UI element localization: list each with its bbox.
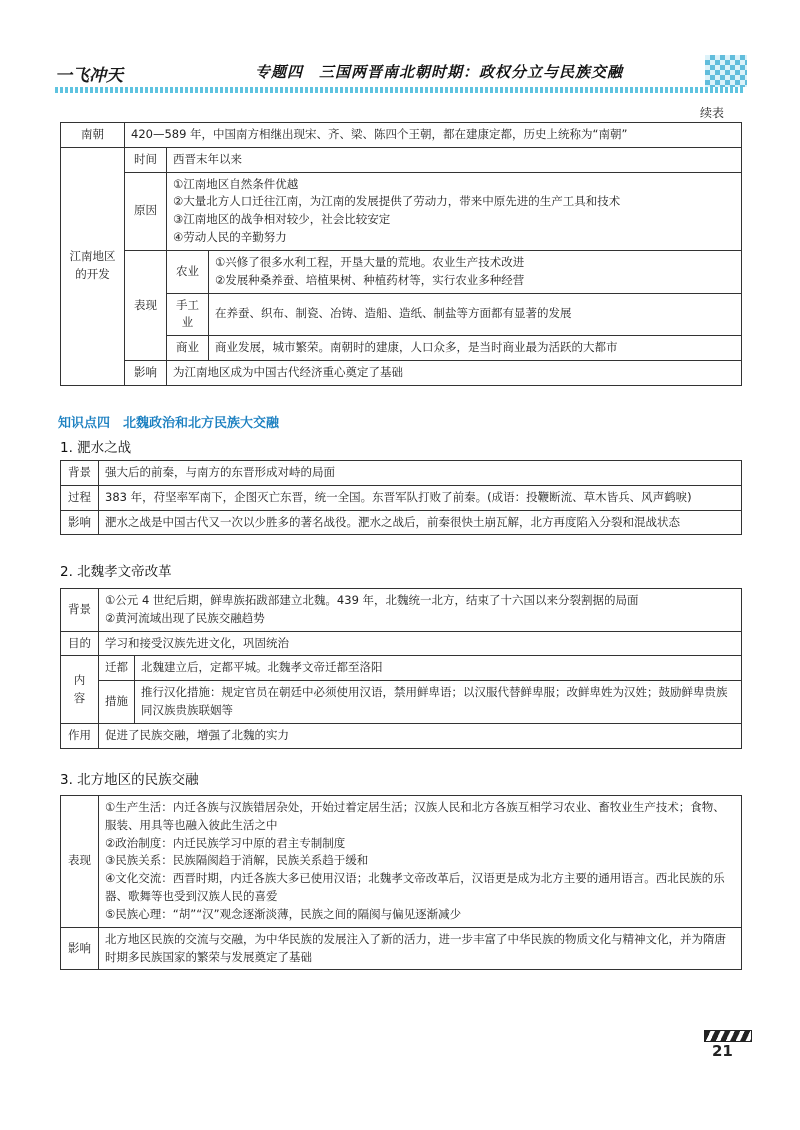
cell-text: 北方地区民族的交流与交融，为中华民族的发展注入了新的活力，进一步丰富了中华民族的物质文化与精神文化，并为隋唐时期多民族国家的繁荣与发展奠定了基础 — [99, 927, 742, 970]
header-divider — [55, 87, 745, 93]
list-item: ②大量北方人口迁往江南，为江南的发展提供了劳动力，带来中原先进的生产工具和技术 — [173, 194, 621, 209]
list-item: ②黄河流域出现了民族交融趋势 — [105, 610, 265, 625]
row-label: 背景 — [61, 461, 99, 486]
cell-text: 420—589 年，中国南方相继出现宋、齐、梁、陈四个王朝，都在建康定都，历史上统称为“南朝” — [125, 123, 742, 148]
row-label: 南朝 — [61, 123, 125, 148]
table-row — [61, 631, 742, 656]
jiangnan-table — [60, 122, 742, 386]
list-item: ⑤民族心理：“胡”“汉”观念逐渐淡薄，民族之间的隔阂与偏见逐渐减少 — [105, 906, 462, 921]
checker-decoration — [705, 55, 747, 87]
cell-text: 为江南地区成为中国古代经济重心奠定了基础 — [167, 360, 742, 385]
page-number-badge — [704, 1030, 752, 1066]
row-label: 背景 — [61, 589, 99, 632]
cell-text: 淝水之战是中国古代又一次以少胜多的著名战役。淝水之战后，前秦很快土崩瓦解，北方再度陷入分裂和混战状态 — [99, 510, 742, 535]
cell-text — [99, 796, 742, 928]
row-label: 原因 — [125, 172, 167, 250]
table-row — [61, 796, 742, 928]
table-row — [61, 172, 742, 250]
row-label: 作用 — [61, 723, 99, 748]
table-row — [61, 681, 742, 724]
list-item: ③江南地区的战争相对较少，社会比较安定 — [173, 212, 391, 227]
row-label: 目的 — [61, 631, 99, 656]
cell-text: 强大后的前秦，与南方的东晋形成对峙的局面 — [99, 461, 742, 486]
row-label: 影响 — [125, 360, 167, 385]
table-row — [61, 656, 742, 681]
stripe-decoration — [704, 1030, 752, 1042]
brand-logo: 一飞冲天 — [55, 66, 123, 86]
cell-text: 383 年，苻坚率军南下，企图灭亡东晋，统一全国。东晋军队打败了前秦。(成语：投鞭断流、草木皆兵、风声鹤唳) — [99, 485, 742, 510]
row-label: 迁都 — [99, 656, 135, 681]
table-row — [61, 461, 742, 486]
list-item: ②政治制度：内迁民族学习中原的君主专制制度 — [105, 835, 346, 850]
table-row — [61, 250, 742, 293]
row-label: 时间 — [125, 147, 167, 172]
chapter-title: 专题四 三国两晋南北朝时期：政权分立与民族交融 — [255, 63, 624, 81]
list-item: ③民族关系：民族隔阂趋于消解，民族关系趋于缓和 — [105, 853, 369, 868]
cell-text: 促进了民族交融，增强了北魏的实力 — [99, 723, 742, 748]
cell-text — [99, 589, 742, 632]
table-row — [61, 723, 742, 748]
north-fusion-table — [60, 795, 742, 970]
subsection-title: 3. 北方地区的民族交融 — [60, 772, 199, 788]
cell-text: 学习和接受汉族先进文化，巩固统治 — [99, 631, 742, 656]
list-item: ①兴修了很多水利工程，开垦大量的荒地。农业生产技术改进 — [215, 254, 525, 269]
table-row — [61, 485, 742, 510]
feishui-table — [60, 460, 742, 535]
page-number: 21 — [712, 1042, 733, 1060]
cell-text — [167, 172, 742, 250]
subsection-title: 2. 北魏孝文帝改革 — [60, 564, 172, 580]
list-item: ④劳动人民的辛勤努力 — [173, 230, 287, 245]
row-label: 手工业 — [167, 293, 209, 336]
cell-text: 推行汉化措施：规定官员在朝廷中必须使用汉语，禁用鲜卑语；以汉服代替鲜卑服；改鲜卑姓为汉姓；鼓励鲜卑贵族同汉族贵族联姻等 — [135, 681, 742, 724]
cell-text: 西晋末年以来 — [167, 147, 742, 172]
cell-text: 商业发展，城市繁荣。南朝时的建康，人口众多，是当时商业最为活跃的大都市 — [209, 336, 742, 361]
list-item: ①生产生活：内迁各族与汉族错居杂处，开始过着定居生活；汉族人民和北方各族互相学习农业、畜牧业生产技术；食物、服装、用具等也融入彼此生活之中 — [105, 800, 725, 832]
table-row — [61, 147, 742, 172]
cell-text — [209, 250, 742, 293]
subsection-title: 1. 淝水之战 — [60, 440, 132, 456]
list-item: ②发展种桑养蚕、培植果树、种植药材等，实行农业多种经营 — [215, 272, 525, 287]
list-item: ④文化交流：西晋时期，内迁各族大多已使用汉语；北魏孝文帝改革后，汉语更是成为北方主要的通用语言。西北民族的乐器、歌舞等也受到汉族人民的喜爱 — [105, 871, 725, 904]
row-label: 商业 — [167, 336, 209, 361]
cell-text: 北魏建立后，定都平城。北魏孝文帝迁都至洛阳 — [135, 656, 742, 681]
row-label: 影响 — [61, 927, 99, 970]
table-row — [61, 510, 742, 535]
table-row — [61, 927, 742, 970]
table-row — [61, 360, 742, 385]
row-label: 江南地区的开发 — [61, 147, 125, 385]
list-item: ①江南地区自然条件优越 — [173, 176, 299, 191]
row-label: 过程 — [61, 485, 99, 510]
row-label: 农业 — [167, 250, 209, 293]
continued-label: 续表 — [700, 106, 725, 120]
page-header — [55, 55, 745, 95]
table-row — [61, 589, 742, 632]
list-item: ①公元 4 世纪后期，鲜卑族拓跋部建立北魏。439 年，北魏统一北方，结束了十六国以来分裂割据的局面 — [105, 593, 639, 607]
row-label: 内 容 — [61, 656, 99, 723]
row-label: 表现 — [125, 250, 167, 360]
cell-text: 在养蚕、织布、制瓷、冶铸、造船、造纸、制盐等方面都有显著的发展 — [209, 293, 742, 336]
section-title: 知识点四 北魏政治和北方民族大交融 — [58, 416, 280, 431]
xiaowen-table — [60, 588, 742, 749]
row-label: 措施 — [99, 681, 135, 724]
row-label: 表现 — [61, 796, 99, 928]
table-row — [61, 123, 742, 148]
row-label: 影响 — [61, 510, 99, 535]
